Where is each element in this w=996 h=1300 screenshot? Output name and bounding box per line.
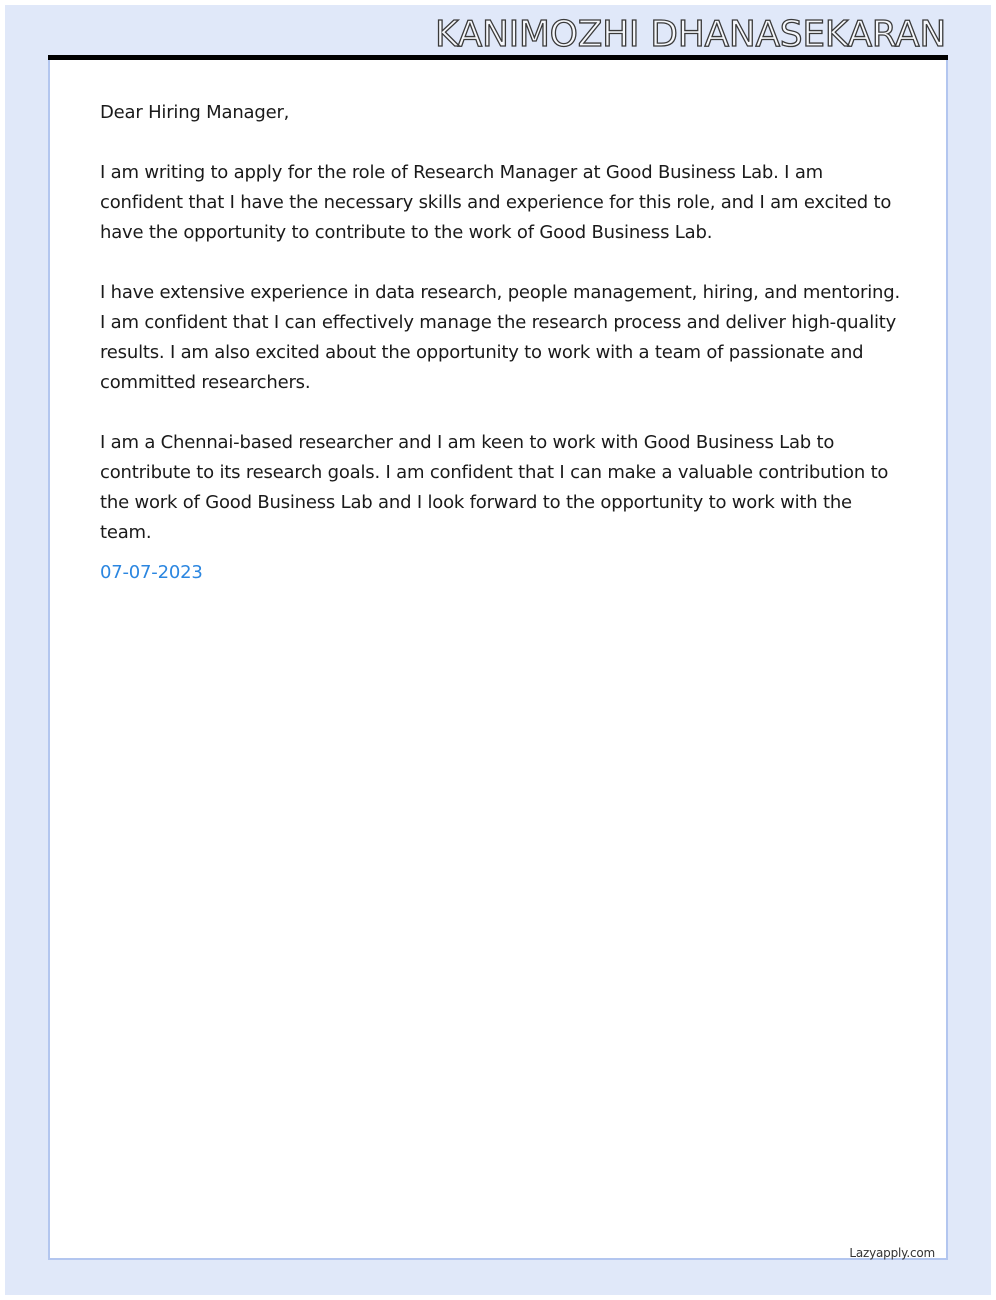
applicant-name: KANIMOZHI DHANASEKARAN: [434, 14, 946, 55]
salutation: Dear Hiring Manager,: [100, 102, 290, 123]
letter-body: [100, 98, 900, 618]
paragraph-2: I have extensive experience in data research, people management, hiring, and mentoring. I am confident that I can effectively manage the research process and deliver high-quality results. I am also excited about the opportunity to work with a team of passionate and committed researchers.: [100, 282, 900, 393]
footer-brand: Lazyapply.com: [849, 1246, 935, 1260]
letter-date: 07-07-2023: [100, 562, 203, 583]
paragraph-1: I am writing to apply for the role of Research Manager at Good Business Lab. I am confident that I have the necessary skills and experience for this role, and I am excited to have the opportunity to contribute to the work of Good Business Lab.: [100, 162, 892, 243]
paragraph-3: I am a Chennai-based researcher and I am keen to work with Good Business Lab to contribute to its research goals. I am confident that I can make a valuable contribution to the work of Good Business Lab and I look forward to the opportunity to work with the team.: [100, 432, 889, 543]
header-divider: [48, 55, 948, 60]
